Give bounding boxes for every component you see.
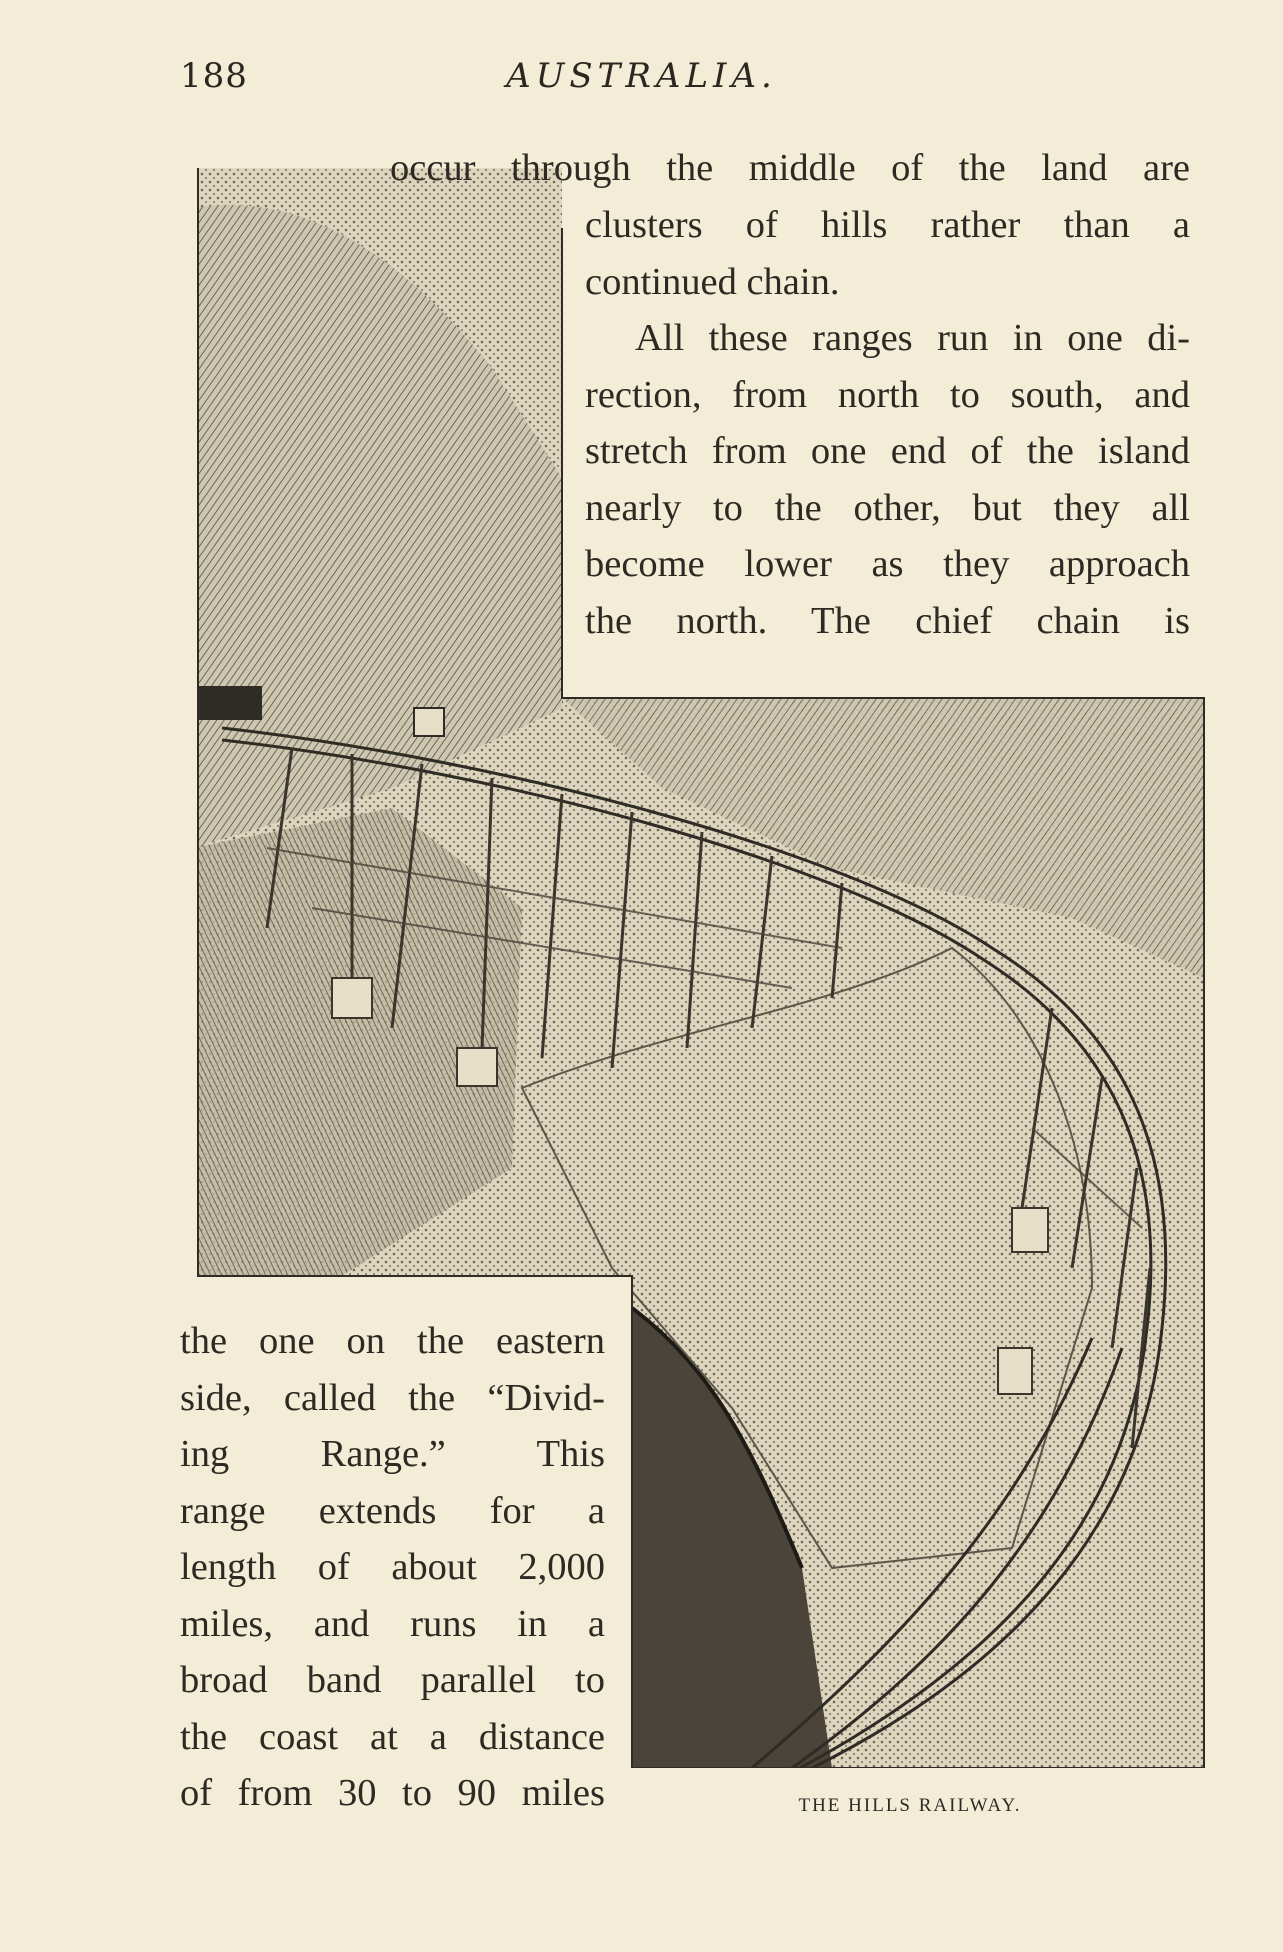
text-bottom-block (180, 1313, 605, 1822)
text-line: length of about 2,000 (180, 1546, 605, 1588)
text-line: All these ranges run in one di- (635, 317, 1190, 359)
running-head (170, 56, 1113, 106)
text-line: ing Range.” This (180, 1433, 605, 1475)
text-line: the north. The chief chain is (585, 599, 1190, 642)
text-line: continued chain. (585, 260, 840, 303)
text-line: stretch from one end of the island (585, 430, 1190, 472)
text-line: nearly to the other, but they all (585, 486, 1190, 529)
text-line: occur through the middle of the land are (390, 147, 1190, 189)
text-line: rection, from north to south, and (585, 373, 1190, 416)
page-number: 188 (180, 56, 248, 96)
text-line: the coast at a distance (180, 1715, 605, 1758)
text-line: become lower as they approach (585, 543, 1190, 585)
text-line: clusters of hills rather than a (585, 204, 1190, 246)
text-line: side, called the “Divid- (180, 1376, 605, 1419)
text-line: of from 30 to 90 miles (180, 1772, 605, 1814)
text-top-first-line (390, 140, 1190, 197)
illustration-caption: THE HILLS RAILWAY. (798, 1795, 1022, 1816)
text-line: broad band parallel to (180, 1659, 605, 1701)
text-line: range extends for a (180, 1489, 605, 1532)
text-top-block (585, 197, 1190, 649)
text-line: the one on the eastern (180, 1320, 605, 1362)
running-title: AUSTRALIA. (506, 56, 777, 96)
text-line: miles, and runs in a (180, 1602, 605, 1645)
